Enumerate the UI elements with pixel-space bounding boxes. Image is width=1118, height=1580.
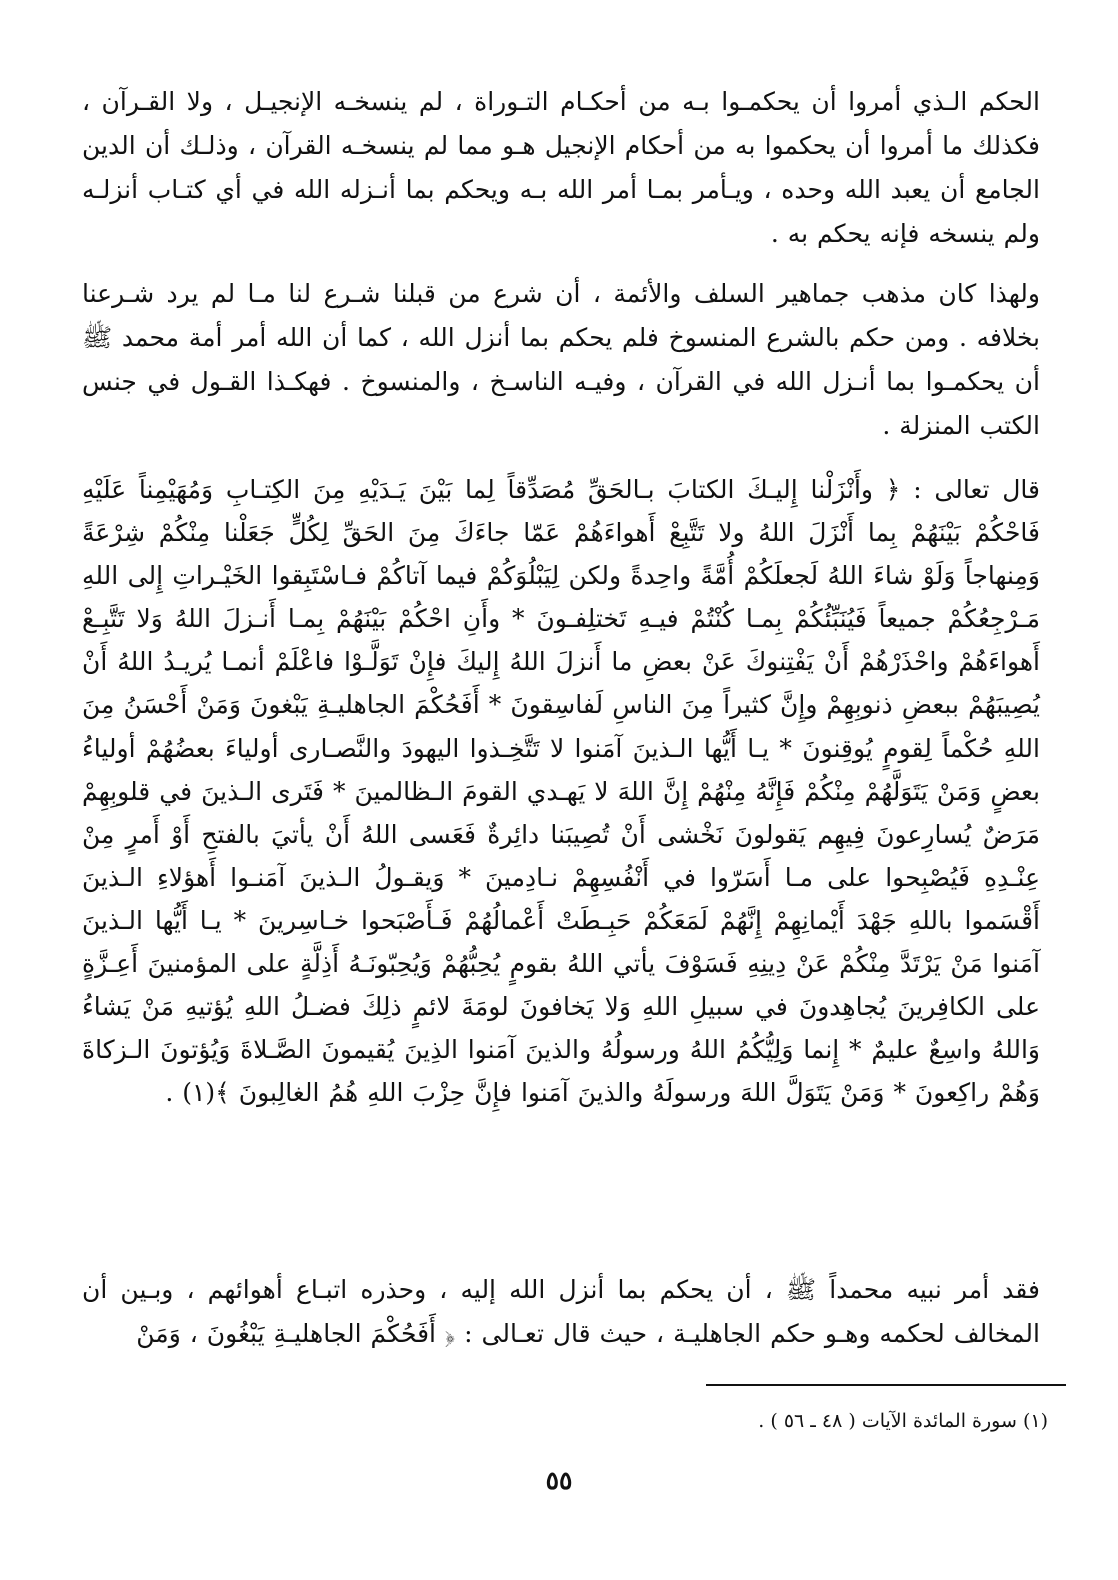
body-paragraph-4: فقد أمر نبيه محمداً ﷺ ، أن يحكم بما أنزل الله إليه ، وحذره اتبـاع أهوائهم ، وبـين أن المخالف لحكمه وهـو حكم الجاهليـة ، حيث قال تعـالى : ﴿ أَفَحُكْمَ الجاهليـةِ يَبْغُونَ ، وَمَنْ (82, 1275, 1040, 1348)
quran-quotation-paragraph: قال تعالى : ﴿ وأَنْزَلْنا إِليـكَ الكتابَ بـالحَقِّ مُصَدِّقاً لِما بَيْنَ يَـدَيْهِ مِنَ الكِتـابِ وَمُهَيْمِناً عَلَيْهِ فَاحْكُمْ بَيْنَهُمْ بِما أَنْزَلَ اللهُ ولا تَتَّبِعْ أَهواءَهُمْ عَمّا جاءَكَ مِنَ الحَقِّ لِكُلٍّ جَعَلْنا مِنْكُمْ شِرْعَةً وَمِنهاجاً وَلَوْ شاءَ اللهُ لَجعلَكُمْ أُمَّةً واحِدةً ولكن لِيَبْلُوَكُمْ فيما آتاكُمْ فـاسْتَبِقوا الخَيْـراتِ إِلى اللهِ مَـرْجِعُكُمْ جميعاً فَيُنَبِّئُكُمْ بِمـا كُنْتُمْ فيـهِ تَختلِفـونَ * وأَنِ احْكُمْ بَيْنَهُمْ بِمـا أَنـزلَ اللهُ وَلا تَتَّبِـعْ أَهواءَهُمْ واحْذَرْهُمْ أَنْ يَفْتِنوكَ عَنْ بعضِ ما أَنزلَ اللهُ إِليكَ فإِنْ تَوَلَّـوْا فاعْلَمْ أنمـا يُريـدُ اللهُ أَنْ يُصِيبَهُمْ ببعضِ ذنوبِهِمْ وإِنَّ كثيراً مِنَ الناسِ لَفاسِقونَ * أَفَحُكْمَ الجاهليـةِ يَبْغونَ وَمَنْ أَحْسَنُ مِنَ اللهِ حُكْماً لِقومٍ يُوقِنونَ * يـا أَيُّها الـذينَ آمَنوا لا تَتَّخِـذوا اليهودَ والنَّصـارى أولياءَ بعضُهُمْ أولياءُ بعضٍ وَمَنْ يَتَوَلَّهُمْ مِنْكُمْ فَإِنَّهُ مِنْهُمْ إِنَّ اللهَ لا يَهـدي القومَ الـظالمينَ * فَتَرى الـذينَ في قلوبِهِمْ مَرَضٌ يُسارِعونَ فِيهِم يَقولونَ نَخْشى أَنْ تُصِيبَنا دائِرةٌ فَعَسى اللهُ أَنْ يأتيَ بالفتحِ أَوْ أَمرٍ مِنْ عِنْـدِهِ فَيُصْبِحوا على مـا أَسَرّوا في أَنْفُسِهِمْ نـادِمينَ * وَيقـولُ الـذينَ آمَنـوا أَهؤلاءِ الـذينَ أَقْسَموا باللهِ جَهْدَ أَيْمانِهِمْ إِنَّهُمْ لَمَعَكُمْ حَبِـطَتْ أَعْمالُهُمْ فَـأَصْبَحوا خـاسِرينَ * يـا أَيُّها الـذينَ آمَنوا مَنْ يَرْتَدَّ مِنْكُمْ عَنْ دِينِهِ فَسَوْفَ يأتي اللهُ بقومٍ يُحِبُّهُمْ وَيُحِبّونَـهُ أَذِلَّةٍ على المؤمنينَ أَعِـزَّةٍ على الكافِرينَ يُجاهِدونَ في سبيلِ اللهِ وَلا يَخافونَ لومَةَ لائمٍ ذلِكَ فضـلُ اللهِ يُؤتيهِ مَنْ يَشاءُ وَاللهُ واسِعٌ عليمٌ * إِنما وَلِيُّكُمُ اللهُ ورسولُهُ والذينَ آمَنوا الذِينَ يُقيمونَ الصَّـلاةَ وَيُؤتونَ الـزكاةَ وَهُمْ راكِعونَ * وَمَنْ يَتَوَلَّ اللهَ ورسولَهُ والذينَ آمَنوا فإِنَّ حِزْبَ اللهِ هُمُ الغالِبونَ ﴾(١) . (82, 475, 1040, 1108)
page-number: ٥٥ (545, 1466, 573, 1495)
footnote: (١) سورة المائدة الآيات ( ٤٨ ـ ٥٦ ) . (758, 1410, 1048, 1432)
footnote-divider (706, 1384, 1066, 1386)
body-paragraph-1: الحكم الـذي أمروا أن يحكمـوا بـه من أحكـام التـوراة ، لم ينسخـه الإنجيـل ، ولا القـرآن ، فكذلك ما أمروا أن يحكموا به من أحكام الإنجيل هـو مما لم ينسخـه القرآن ، وذلـك أن الدين الجامع أن يعبد الله وحده ، ويـأمر بمـا أمر الله بـه ويحكم بما أنـزله الله في أي كتـاب أنزلـه ولم ينسخه فإنه يحكم به . (82, 87, 1040, 248)
body-paragraph-2: ولهذا كان مذهب جماهير السلف والأئمة ، أن شرع من قبلنا شـرع لنا مـا لم يرد شـرعنا بخلافه . ومن حكم بالشرع المنسوخ فلم يحكم بما أنزل الله ، كما أن الله أمر أمة محمد ﷺ أن يحكمـوا بما أنـزل الله في القرآن ، وفيـه الناسـخ ، والمنسوخ . فهكـذا القـول في جنس الكتب المنزلة . (82, 279, 1040, 440)
